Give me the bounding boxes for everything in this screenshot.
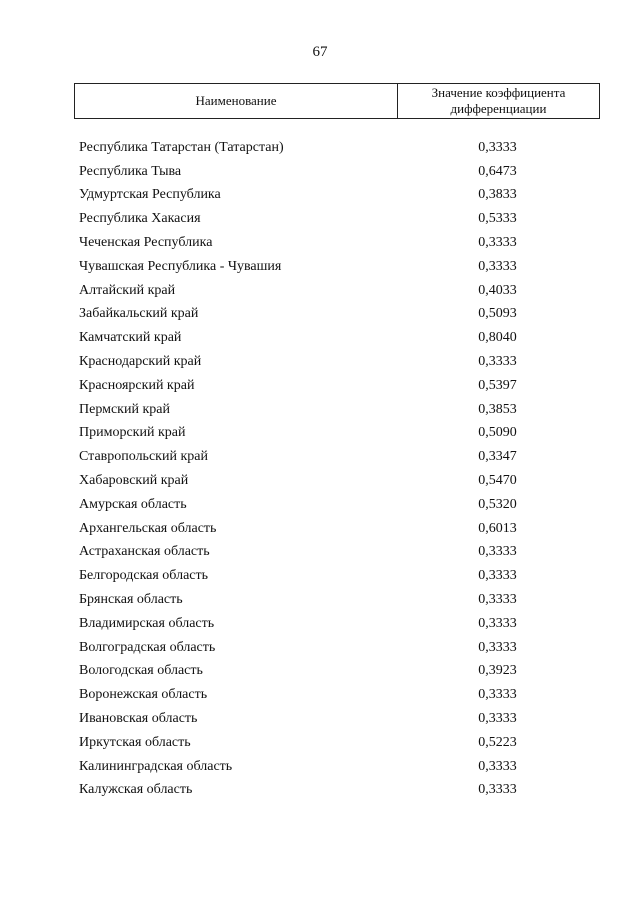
region-name: Пермский край [79, 401, 170, 417]
region-name: Красноярский край [79, 377, 195, 393]
table-row [74, 755, 600, 779]
table-row [74, 660, 600, 684]
coefficient-value: 0,3333 [478, 687, 517, 703]
table-row [74, 160, 600, 184]
table-row [74, 683, 600, 707]
region-name: Ставропольский край [79, 449, 208, 465]
coefficient-value: 0,5333 [478, 211, 517, 227]
coefficient-value: 0,3333 [478, 639, 517, 655]
region-name: Чеченская Республика [79, 235, 213, 251]
region-name: Камчатский край [79, 330, 182, 346]
coefficient-value: 0,3333 [478, 354, 517, 370]
region-name: Краснодарский край [79, 354, 202, 370]
table-row [74, 445, 600, 469]
coefficient-value: 0,3333 [478, 568, 517, 584]
region-name: Республика Хакасия [79, 211, 201, 227]
header-value-column [397, 84, 600, 118]
table-row [74, 636, 600, 660]
region-name: Забайкальский край [79, 306, 199, 322]
coefficient-value: 0,3333 [478, 758, 517, 774]
table-header [74, 83, 600, 119]
header-name-column: Наименование [74, 84, 397, 118]
coefficient-value: 0,5090 [478, 425, 517, 441]
coefficient-value: 0,6013 [478, 520, 517, 536]
region-name: Республика Татарстан (Татарстан) [79, 139, 284, 155]
table-row [74, 707, 600, 731]
table-row [74, 136, 600, 160]
coefficient-value: 0,3333 [478, 782, 517, 798]
coefficient-value: 0,5093 [478, 306, 517, 322]
coefficient-value: 0,3333 [478, 592, 517, 608]
region-name: Калининградская область [79, 758, 233, 774]
table-row [74, 422, 600, 446]
coefficient-value: 0,5223 [478, 734, 517, 750]
region-name: Иркутская область [79, 734, 191, 750]
region-name: Архангельская область [79, 520, 217, 536]
table-row [74, 231, 600, 255]
coefficient-value: 0,3333 [478, 711, 517, 727]
table-row [74, 731, 600, 755]
coefficient-value: 0,6473 [478, 163, 517, 179]
region-name: Владимирская область [79, 615, 215, 631]
region-name: Калужская область [79, 782, 193, 798]
region-name: Амурская область [79, 496, 187, 512]
table-body [74, 136, 600, 802]
table-row [74, 303, 600, 327]
table-row [74, 493, 600, 517]
header-value-line2: дифференциации [450, 101, 547, 116]
table-row [74, 326, 600, 350]
table-row [74, 517, 600, 541]
coefficient-value: 0,3333 [478, 258, 517, 274]
coefficient-value: 0,3833 [478, 187, 517, 203]
coefficient-value: 0,8040 [478, 330, 517, 346]
coefficient-value: 0,3333 [478, 544, 517, 560]
table-row [74, 374, 600, 398]
region-name: Вологодская область [79, 663, 203, 679]
table-row [74, 350, 600, 374]
table-row [74, 588, 600, 612]
coefficient-value: 0,5320 [478, 496, 517, 512]
region-name: Хабаровский край [79, 473, 189, 489]
table-row [74, 564, 600, 588]
coefficient-value: 0,3333 [478, 235, 517, 251]
region-name: Республика Тыва [79, 163, 182, 179]
coefficient-value: 0,3923 [478, 663, 517, 679]
region-name: Белгородская область [79, 568, 209, 584]
table-row [74, 612, 600, 636]
region-name: Удмуртская Республика [79, 187, 221, 203]
table-row [74, 541, 600, 565]
coefficient-value: 0,5397 [478, 377, 517, 393]
table-row [74, 398, 600, 422]
region-name: Ивановская область [79, 711, 198, 727]
page-number: 67 [312, 44, 328, 60]
region-name: Волгоградская область [79, 639, 216, 655]
table-row [74, 279, 600, 303]
table-row [74, 184, 600, 208]
coefficient-value: 0,3853 [478, 401, 517, 417]
region-name: Приморский край [79, 425, 186, 441]
coefficient-value: 0,3347 [478, 449, 517, 465]
coefficient-value: 0,3333 [478, 615, 517, 631]
region-name: Астраханская область [79, 544, 210, 560]
region-name: Брянская область [79, 592, 183, 608]
coefficient-value: 0,5470 [478, 473, 517, 489]
table-row [74, 779, 600, 803]
coefficient-value: 0,3333 [478, 139, 517, 155]
coefficient-table [74, 83, 600, 802]
coefficient-value: 0,4033 [478, 282, 517, 298]
region-name: Чувашская Республика - Чувашия [79, 258, 282, 274]
region-name: Алтайский край [79, 282, 176, 298]
header-value-line1: Значение коэффициента [431, 85, 566, 100]
table-row [74, 469, 600, 493]
table-row [74, 207, 600, 231]
region-name: Воронежская область [79, 687, 208, 703]
table-row [74, 255, 600, 279]
